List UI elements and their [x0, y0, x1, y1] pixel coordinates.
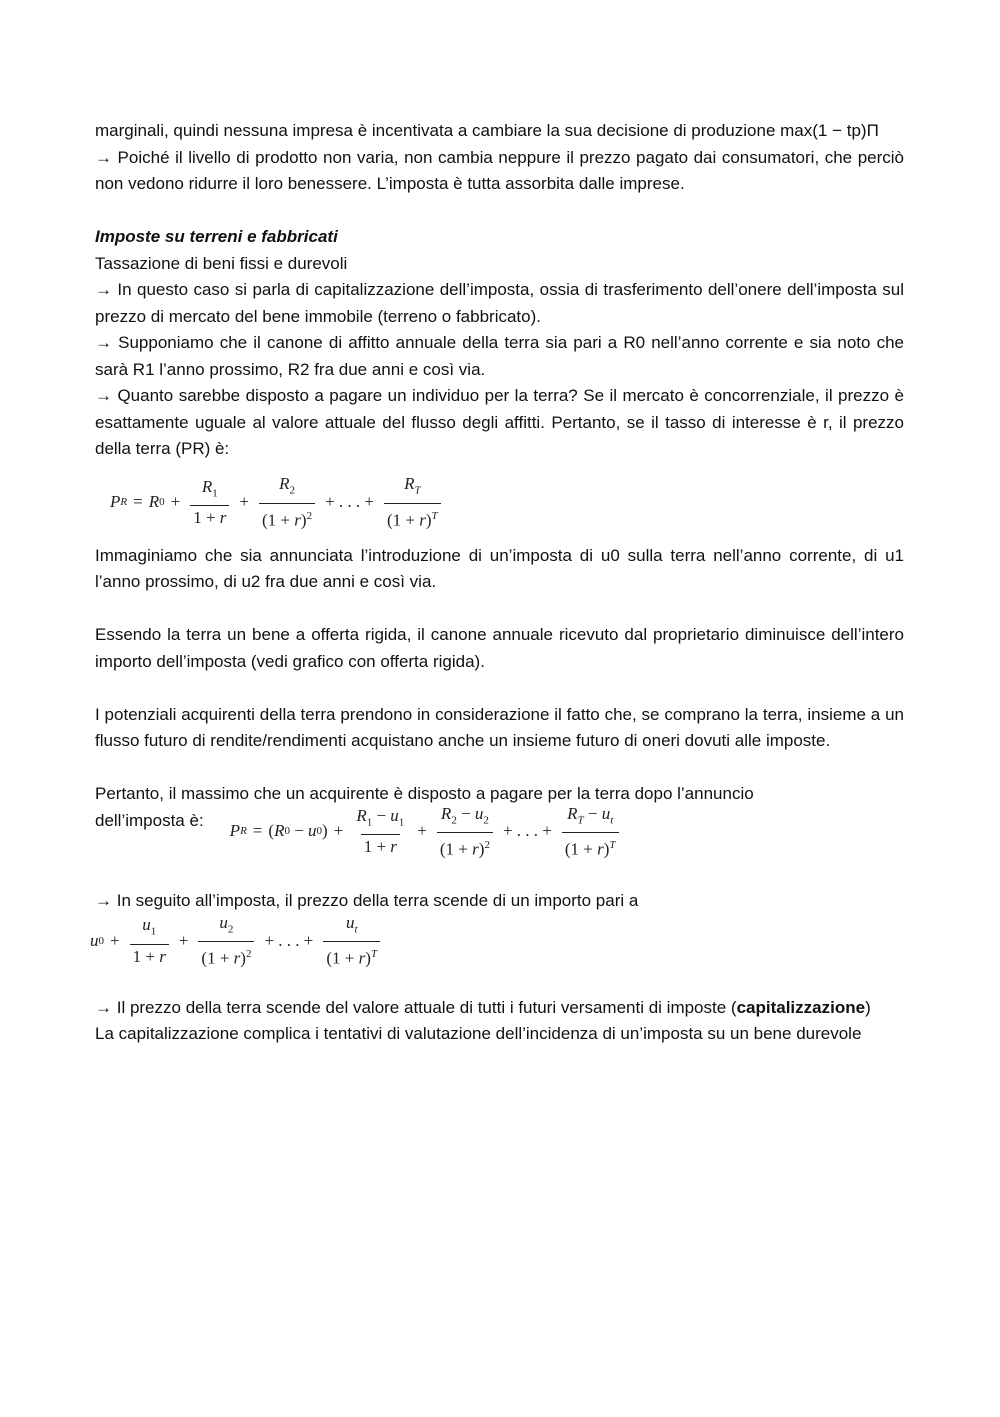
paragraph-prodotto: → Poiché il livello di prodotto non varia, non cambia neppure il prezzo pagato dai consumatori, che perciò non vedono ridurre il loro benessere. L’imposta è tutta assorbita dalle imprese. [95, 147, 904, 193]
document-page [90, 118, 904, 1048]
paragraph-tassazione: Tassazione di beni fissi e durevoli [95, 253, 348, 273]
paragraph-conclusione: La capitalizzazione complica i tentativi di valutazione dell’incidenza di un’imposta su un bene durevole [95, 1024, 862, 1043]
formula-price-after-tax-row [95, 803, 904, 888]
paragraph-acquirenti: I potenziali acquirenti della terra prendono in considerazione il fatto che, se comprano la terra, insieme a un flusso futuro di rendite/rendimenti acquistano anche un insieme futuro di oneri dovuti alle imposte. [95, 704, 904, 750]
formula-price-land: P R = R 0 + $\frac{R_1}{1 + r}$ + $\frac{R_2}{(1 + r)^2}$ + . . . + $\frac{R_T}{(1 + r)^T}$ [95, 463, 904, 543]
paragraph-marginali: marginali, quindi nessuna impresa è incentivata a cambiare la sua decisione di produzione max(1 − tp)Π [95, 121, 879, 140]
paragraph-offerta-rigida: Essendo la terra un bene a offerta rigida, il canone annuale ricevuto dal proprietario diminuisce dell’intero importo dell’imposta (vedi grafico con offerta rigida). [95, 625, 904, 671]
section-heading: Imposte su terreni e fabbricati [95, 227, 338, 246]
paragraph-capitalizzazione: → In questo caso si parla di capitalizzazione dell’imposta, ossia di trasferimento dell’onere dell’imposta sul prezzo di mercato del bene immobile (terreno o fabbricato). [95, 280, 904, 326]
paragraph-canone: → Supponiamo che il canone di affitto annuale della terra sia pari a R0 nell’anno corrente e sia noto che sarà R1 l’anno prossimo, R2 fra due anni e così via. [95, 333, 904, 379]
paragraph-massimo: Pertanto, il massimo che un acquirente è disposto a pagare per la terra dopo l’annuncio [95, 784, 754, 803]
formula-price-drop: u 0 + $\frac{u_1}{1 + r}$ + $\frac{u_2}{(1 + r)^2}$ + . . . + $\frac{u_t}{(1 + r)^T}$ [90, 914, 904, 968]
paragraph-prezzo-terra: → Quanto sarebbe disposto a pagare un individuo per la terra? Se il mercato è concorrenziale, il prezzo è esattamente uguale al valore attuale del flusso degli affitti. Pertanto, se il tasso di interesse è r, il prezzo della terra (PR) è: [95, 386, 904, 458]
paragraph-valore-attuale: → Il prezzo della terra scende del valore attuale di tutti i futuri versamenti di imposte (capitalizzazione) [95, 997, 871, 1017]
formula-price-after-tax: P R = ( R 0 − u 0 ) + $\frac{R_1 - u_1}{1 + r}$ + $\frac{R_2 - u_2}{(1 + r)^2}$ + . . . + $\frac{R_T - u_t}{(1 + r)^T}$ [230, 804, 623, 860]
paragraph-seguito: → In seguito all’imposta, il prezzo della terra scende di un importo pari a [95, 890, 639, 910]
paragraph-imposta-annunciata: Immaginiamo che sia annunciata l’introduzione di un’imposta di u0 sulla terra nell’anno corrente, di u1 l’anno prossimo, di u2 fra due anni e così via. [95, 545, 904, 591]
bold-capitalizzazione: capitalizzazione [736, 997, 866, 1017]
paragraph-imposta-label: dell’imposta è: [95, 810, 204, 830]
